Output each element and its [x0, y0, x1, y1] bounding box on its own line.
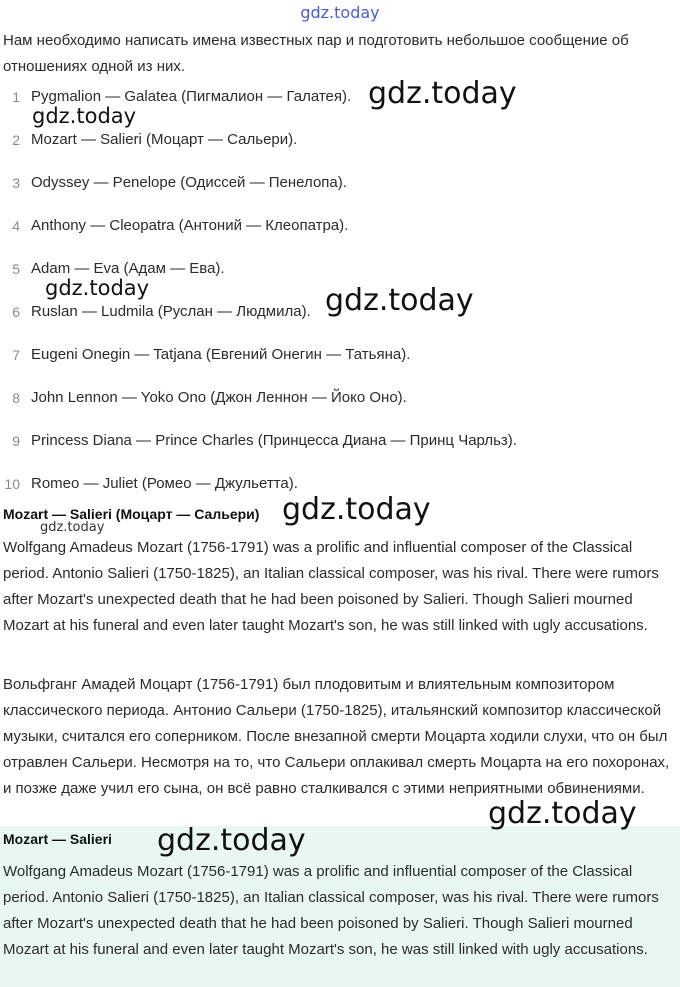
list-text: Princess Diana — Prince Charles (Принцесса Диана — Принц Чарльз).: [31, 432, 517, 449]
watermark: gdz.today: [45, 276, 150, 300]
answer-title: Mozart — Salieri: [3, 831, 112, 847]
list-item: [0, 170, 680, 213]
watermark: gdz.today: [32, 104, 137, 128]
russian-paragraph: Вольфганг Амадей Моцарт (1756-1791) был плодовитым и влиятельным композитором классического периода. Антонио Сальери (1750-1825), итальянский композитор классической музыки, считался его соперником. После внезапной смерти Моцарта ходили слухи, что он был отравлен Сальери. Несмотря на то, что Сальери оплакивал смерть Моцарта на его похоронах, и позже даже учил его сына, он всё равно сталкивался с этими неприятными обвинениями.: [3, 676, 670, 797]
list-number: 4: [12, 218, 20, 234]
watermark: gdz.today: [368, 76, 517, 111]
english-paragraph: Wolfgang Amadeus Mozart (1756-1791) was a prolific and influential composer of the Classical period. Antonio Salieri (1750-1825), an Italian classical composer, was his rival. There were rumors after Mozart's unexpected death that he had been poisoned by Salieri. Though Salieri mourned Mozart at his funeral and even later taught Mozart's son, he was still linked with ugly accusations.: [3, 539, 659, 634]
list-text: Romeo — Juliet (Ромео — Джульетта).: [31, 475, 298, 492]
watermark: gdz.today: [157, 823, 306, 858]
watermark-top: gdz.today: [300, 3, 380, 22]
list-text: Anthony — Cleopatra (Антоний — Клеопатра).: [31, 217, 349, 234]
answer-paragraph: Wolfgang Amadeus Mozart (1756-1791) was a prolific and influential composer of the Classical period. Antonio Salieri (1750-1825), an Italian classical composer, was his rival. There were rumors after Mozart's unexpected death that he had been poisoned by Salieri. Though Salieri mourned Mozart at his funeral and even later taught Mozart's son, he was still linked with ugly accusations.: [3, 863, 659, 958]
list-number: 1: [12, 89, 20, 105]
list-number: 5: [12, 261, 20, 277]
list-item: [0, 385, 680, 428]
list-item: [0, 213, 680, 256]
watermark: gdz.today: [40, 520, 105, 535]
list-text: Pygmalion — Galatea (Пигмалион — Галатея).: [31, 88, 352, 105]
list-number: 2: [12, 132, 20, 148]
intro-text: Нам необходимо написать имена известных пар и подготовить небольшое сообщение об отношениях одной из них.: [3, 32, 629, 75]
list-item: [0, 428, 680, 471]
watermark: gdz.today: [282, 492, 431, 527]
list-number: 8: [12, 390, 20, 406]
list-number: 9: [12, 433, 20, 449]
list-number: 7: [12, 347, 20, 363]
list-text: Adam — Eva (Адам — Ева).: [31, 260, 225, 277]
list-number: 10: [4, 476, 20, 492]
list-item: [0, 127, 680, 170]
section-title: Mozart — Salieri (Моцарт — Сальери): [3, 506, 260, 522]
watermark: gdz.today: [325, 283, 474, 318]
list-text: Eugeni Onegin — Tatjana (Евгений Онегин — Татьяна).: [31, 346, 411, 363]
list-number: 6: [12, 304, 20, 320]
list-text: Ruslan — Ludmila (Руслан — Людмила).: [31, 303, 311, 320]
list-number: 3: [12, 175, 20, 191]
list-text: John Lennon — Yoko Ono (Джон Леннон — Йоко Оно).: [31, 389, 407, 406]
list-text: Mozart — Salieri (Моцарт — Сальери).: [31, 131, 298, 148]
watermark: gdz.today: [488, 796, 637, 831]
list-text: Odyssey — Penelope (Одиссей — Пенелопа).: [31, 174, 347, 191]
list-item: [0, 342, 680, 385]
